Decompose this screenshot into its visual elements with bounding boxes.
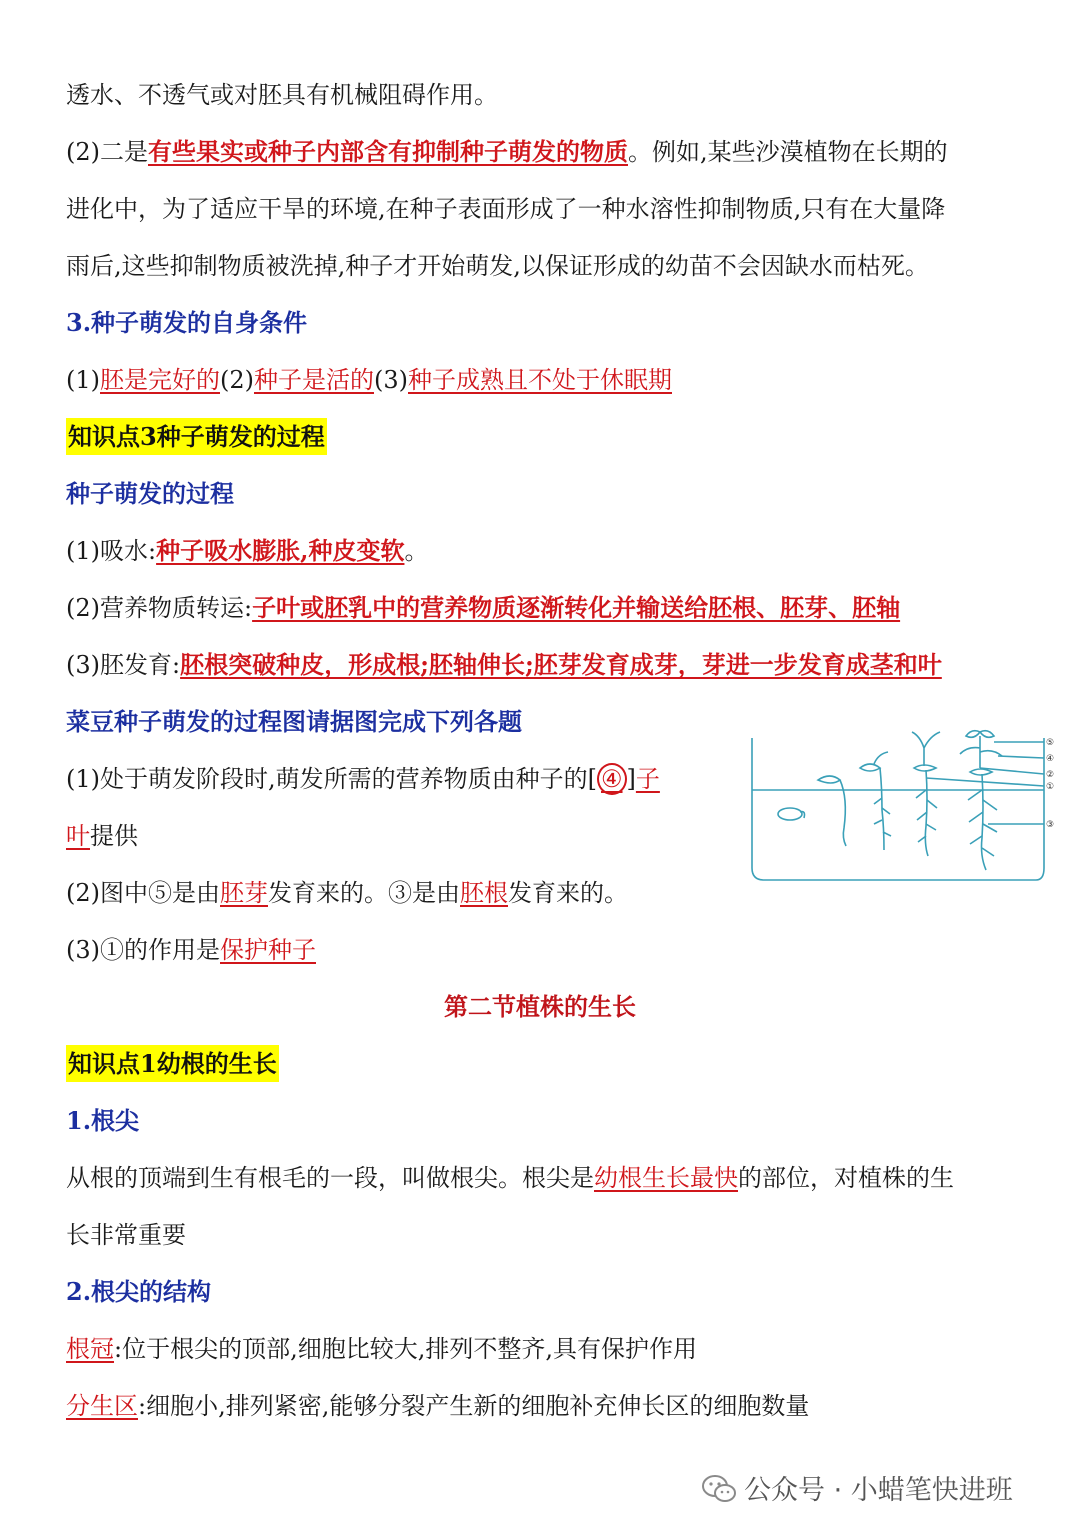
footer-watermark: 公众号 · 小蜡笔快进班 xyxy=(702,1468,1013,1507)
root-stage-5 xyxy=(982,774,987,870)
answer: 幼根生长最快 xyxy=(594,1164,738,1192)
text-line: 长非常重要 xyxy=(66,1221,186,1249)
seed-stage-1 xyxy=(778,808,802,820)
diagram-label: ④ xyxy=(1046,754,1055,764)
answer: 保护种子 xyxy=(220,936,316,964)
knowledge-point-heading: 知识点1幼根的生长 xyxy=(66,1047,279,1081)
diagram-label: ⑤ xyxy=(1046,738,1055,748)
text-line: 从根的顶端到生有根毛的一段，叫做根尖。根尖是幼根生长最快的部位，对植株的生 xyxy=(66,1164,954,1192)
text-line: 分生区:细胞小,排列紧密,能够分裂产生新的细胞补充伸长区的细胞数量 xyxy=(66,1392,810,1420)
answer: 子 xyxy=(635,765,660,793)
heading: 2.根尖的结构 xyxy=(66,1277,212,1306)
section-title: 第二节植株的生长 xyxy=(444,992,636,1021)
answer: 根冠 xyxy=(66,1335,114,1363)
answer: 胚根突破种皮，形成根;胚轴伸长;胚芽发育成芽，芽进一步发育成茎和叶 xyxy=(180,650,942,679)
text-line: 进化中，为了适应干旱的环境,在种子表面形成了一种水溶性抑制物质,只有在大量降 xyxy=(66,195,946,223)
text-line: (3)①的作用是保护种子 xyxy=(66,936,316,964)
seed-stage-2 xyxy=(818,776,840,783)
heading: 1.根尖 xyxy=(66,1106,140,1135)
text-line: (2)图中⑤是由胚芽发育来的。③是由胚根发育来的。 xyxy=(66,879,628,907)
text-line: 根冠:位于根尖的顶部,细胞比较大,排列不整齐,具有保护作用 xyxy=(66,1335,697,1363)
answer: 胚根 xyxy=(460,879,508,907)
text-line: (1)吸水:种子吸水膨胀,种皮变软。 xyxy=(66,536,429,565)
heading: 菜豆种子萌发的过程图请据图完成下列各题 xyxy=(66,707,522,736)
answer: 胚芽 xyxy=(220,879,268,907)
answer-number: ④ xyxy=(597,763,627,795)
diagram-label: ① xyxy=(1046,782,1055,792)
wechat-icon xyxy=(702,1475,736,1503)
text-line: (1)胚是完好的(2)种子是活的(3)种子成熟且不处于休眠期 xyxy=(66,366,672,394)
text-line: 叶提供 xyxy=(66,822,138,850)
answer: 胚是完好的 xyxy=(100,366,220,394)
bean-germination-diagram xyxy=(748,728,1064,890)
diagram-label: ③ xyxy=(1046,820,1055,830)
text-line: (2)营养物质转运:子叶或胚乳中的营养物质逐渐转化并输送给胚根、胚芽、胚轴 xyxy=(66,593,901,622)
diagram-label: ② xyxy=(1046,770,1055,780)
text-line: (2)二是有些果实或种子内部含有抑制种子萌发的物质。例如,某些沙漠植物在长期的 xyxy=(66,137,948,166)
text-line: 透水、不透气或对胚具有机械阻碍作用。 xyxy=(66,81,498,109)
text-line: 雨后,这些抑制物质被洗掉,种子才开始萌发,以保证形成的幼苗不会因缺水而枯死。 xyxy=(66,252,929,280)
text-line: (3)胚发育:胚根突破种皮，形成根;胚轴伸长;胚芽发育成芽，芽进一步发育成茎和叶 xyxy=(66,650,942,679)
answer: 叶 xyxy=(66,822,90,850)
heading: 种子萌发的过程 xyxy=(66,479,234,508)
knowledge-point-heading: 知识点3种子萌发的过程 xyxy=(66,420,327,454)
answer: 种子吸水膨胀,种皮变软 xyxy=(156,536,405,565)
answer: 种子成熟且不处于休眠期 xyxy=(408,366,672,394)
answer: 分生区 xyxy=(66,1392,138,1420)
answer: 种子是活的 xyxy=(254,366,374,394)
heading: 3.种子萌发的自身条件 xyxy=(66,308,308,337)
answer: 子叶或胚乳中的营养物质逐渐转化并输送给胚根、胚芽、胚轴 xyxy=(252,593,901,622)
answer: 有些果实或种子内部含有抑制种子萌发的物质 xyxy=(148,137,628,166)
text-line: (1)处于萌发阶段时,萌发所需的营养物质由种子的[ ④ ]子 xyxy=(66,765,660,793)
